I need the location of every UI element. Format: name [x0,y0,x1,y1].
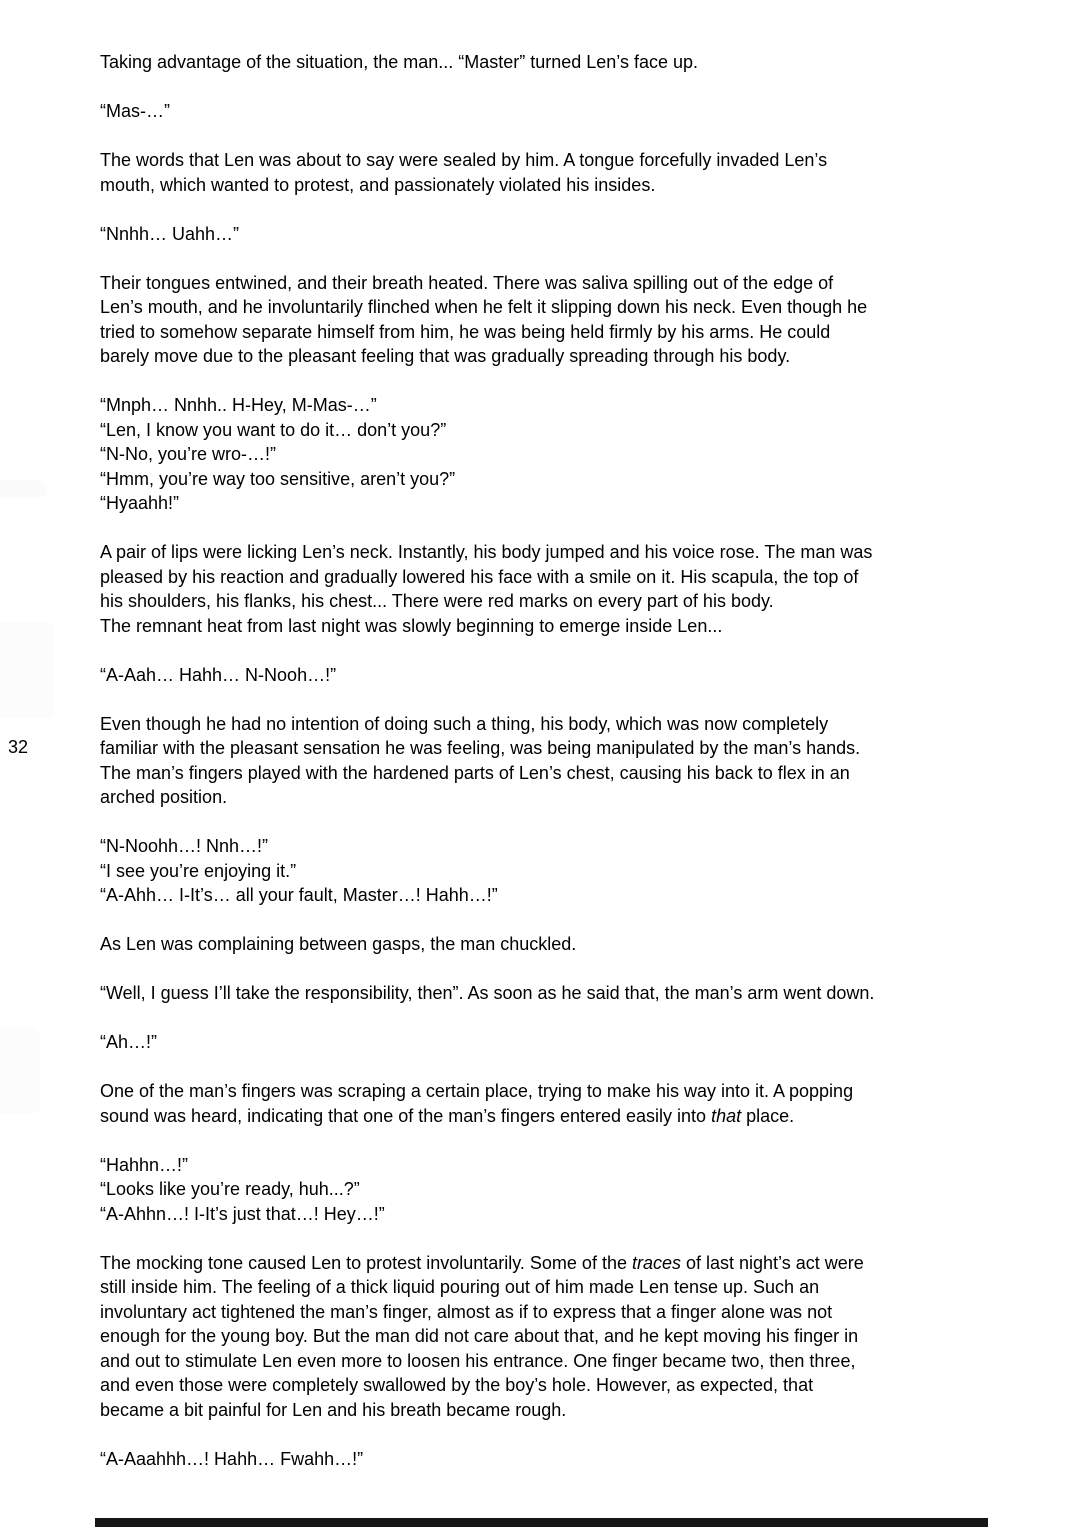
paragraph-narration: Taking advantage of the situation, the man... “Master” turned Len’s face up. [100,52,699,72]
paragraph-narration: Even though he had no intention of doing such a thing, his body, which was now completely familiar with the pleasant sensation he was feeling, was being manipulated by the man’s hands. The man’s fingers played with the hardened parts of Len’s chest, causing his back to flex in an arched position. [100,713,861,807]
paragraph-narration: The words that Len was about to say were sealed by him. A tongue forcefully invaded Len’s mouth, which wanted to protest, and passionately violated his insides. [100,150,828,195]
paragraph-dialogue: “A-Aah… Hahh… N-Nooh…!” [100,664,337,685]
paragraph-dialogue: “Hahhn…!” “Looks like you’re ready, huh...?” “A-Ahhn…! I-It’s just that…! Hey…!” [100,1154,385,1224]
paragraph-dialogue: “Mas-…” [100,101,170,121]
paragraph-dialogue: “A-Aaahhh…! Hahh… Fwahh…!” [100,1448,364,1469]
scan-smudge [0,480,46,498]
paragraph-dialogue: “N-Noohh…! Nnh…!” “I see you’re enjoying it.” “A-Ahh… I-It’s… all your fault, Master…! Hahh…!” [100,836,498,905]
paragraph-dialogue: “Ah…!” [100,1032,158,1052]
paragraph-narration: Their tongues entwined, and their breath heated. There was saliva spilling out of the edge of Len’s mouth, and he involuntarily flinched when he felt it slipping down his neck. Even though he tried to somehow separate himself from him, he was being held firmly by his arms. He could barely move due to the pleasant feeling that was gradually spreading through his body. [100,272,868,366]
paragraph-narration: “Well, I guess I’ll take the responsibility, then”. As soon as he said that, the man’s arm went down. [100,983,875,1003]
paragraph-narration: A pair of lips were licking Len’s neck. Instantly, his body jumped and his voice rose. The man was pleased by his reaction and gradually lowered his face with a smile on it. His scapula, the top of his shoulders, his flanks, his chest... There were red marks on every part of his body. The remnant heat from last night was slowly beginning to emerge inside Len... [100,542,873,636]
paragraph-dialogue: “Mnph… Nnhh.. H-Hey, M-Mas-…” “Len, I know you want to do it… don’t you?” “N-No, you’re wro-…!” “Hmm, you’re way too sensitive, aren’t you?” “Hyaahh!” [100,395,456,513]
page-text [100,50,1080,1496]
paragraph-narration: The mocking tone caused Len to protest involuntarily. Some of the traces of last night’s act were still inside him. The feeling of a thick liquid pouring out of him made Len tense up. Such an involuntary act tightened the man’s finger, almost as if to express that a finger alone was not enough for the young boy. But the man did not care about that, and he kept moving his finger in and out to stimulate Len even more to loosen his entrance. One finger became two, then three, and even those were completely swallowed by the boy’s hole. However, as expected, that became a bit painful for Len and his breath became rough. [100,1252,864,1420]
paragraph-narration: One of the man’s fingers was scraping a certain place, trying to make his way into it. A popping sound was heard, indicating that one of the man’s fingers entered easily into that place. [100,1081,854,1126]
scan-smudge [0,622,54,718]
scan-smudge [0,1028,40,1114]
paragraph-dialogue: “Nnhh… Uahh…” [100,223,240,244]
bottom-bar [95,1518,988,1527]
page-number: 32 [8,737,29,757]
paragraph-narration: As Len was complaining between gasps, the man chuckled. [100,934,577,954]
